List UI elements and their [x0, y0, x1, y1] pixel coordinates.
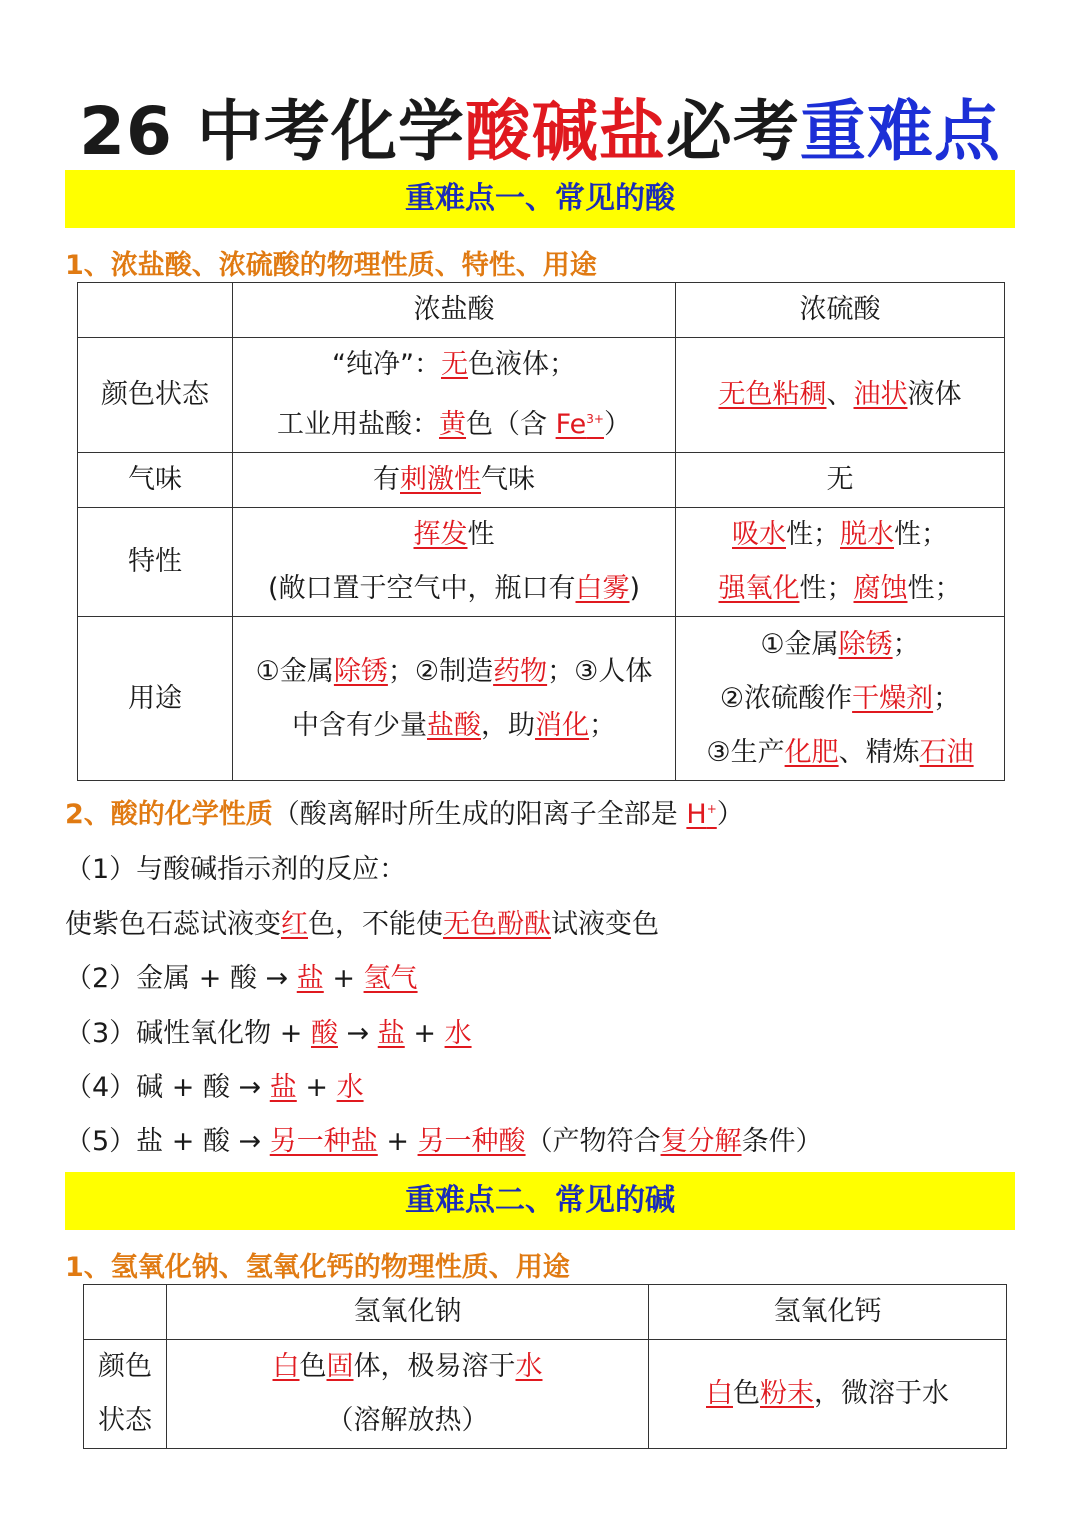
naoh-color-cell: 白色固体，极易溶于水 （溶解放热）: [167, 1340, 649, 1449]
section-band-base: 重难点二、常见的碱: [65, 1172, 1015, 1230]
page-title: 26 中考化学酸碱盐必考重难点: [79, 93, 1001, 170]
base-heading-1: 1、氢氧化钠、氢氧化钙的物理性质、用途: [65, 1252, 570, 1283]
row-label-use: 用途: [78, 617, 233, 781]
acid-property-1: （1）与酸碱指示剂的反应：: [65, 854, 407, 885]
col-header-hcl: 浓盐酸: [233, 283, 676, 338]
acid-properties-table: [77, 282, 1005, 781]
col-header-h2so4: 浓硫酸: [676, 283, 1005, 338]
hcl-use-cell: ①金属除锈；②制造药物；③人体 中含有少量盐酸，助消化；: [233, 617, 676, 781]
base-properties-table: [83, 1284, 1007, 1449]
row-label-feature: 特性: [78, 508, 233, 617]
h2so4-feature-cell: 吸水性；脱水性； 强氧化性；腐蚀性；: [676, 508, 1005, 617]
acid-property-4: （4）碱 + 酸 → 盐 + 水: [65, 1072, 364, 1103]
hcl-color-cell: “纯净”：无色液体； 工业用盐酸：黄色（含 $Fe^{3+}$）: [233, 338, 676, 453]
caoh-color-cell: 白色粉末，微溶于水: [649, 1340, 1007, 1449]
col-header-caoh: 氢氧化钙: [649, 1285, 1007, 1340]
acid-property-1-detail: 使紫色石蕊试液变红色，不能使无色酚酞试液变色: [65, 909, 659, 940]
table-corner: [84, 1285, 167, 1340]
acid-property-5: （5）盐 + 酸 → 另一种盐 + 另一种酸（产物符合复分解条件）: [65, 1126, 823, 1157]
hcl-smell-cell: 有刺激性气味: [233, 453, 676, 508]
h2so4-color-cell: 无色粘稠、油状液体: [676, 338, 1005, 453]
row-label-color: 颜色状态: [78, 338, 233, 453]
h2so4-smell-cell: 无: [676, 453, 1005, 508]
row-label-color-state: 颜色 状态: [84, 1340, 167, 1449]
h2so4-use-cell: ①金属除锈； ②浓硫酸作干燥剂； ③生产化肥、精炼石油: [676, 617, 1005, 781]
section-band-acid: 重难点一、常见的酸: [65, 170, 1015, 228]
row-label-smell: 气味: [78, 453, 233, 508]
acid-heading-2: 2、酸的化学性质（酸离解时所生成的阳离子全部是 H+）: [65, 799, 744, 830]
acid-heading-1: 1、浓盐酸、浓硫酸的物理性质、特性、用途: [65, 250, 597, 281]
acid-property-2: （2）金属 + 酸 → 盐 + 氢气: [65, 963, 418, 994]
hcl-feature-cell: 挥发性 (敞口置于空气中，瓶口有白雾): [233, 508, 676, 617]
table-corner: [78, 283, 233, 338]
col-header-naoh: 氢氧化钠: [167, 1285, 649, 1340]
acid-property-3: （3）碱性氧化物 + 酸 → 盐 + 水: [65, 1018, 472, 1049]
